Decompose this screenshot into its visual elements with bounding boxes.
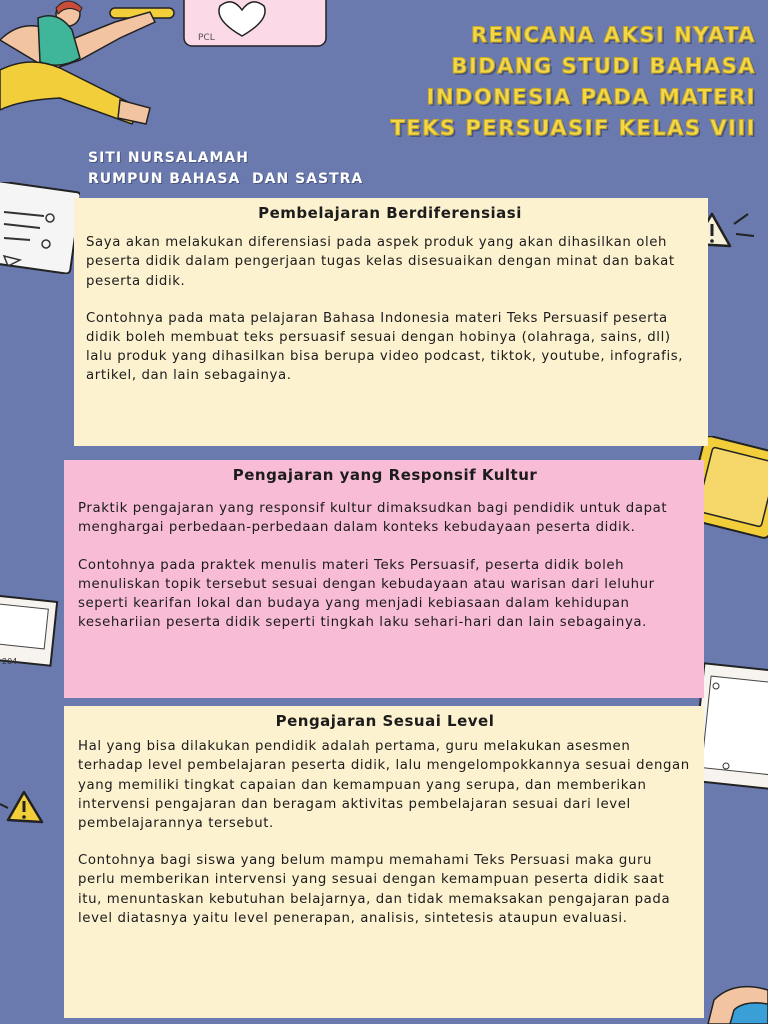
title-line: BIDANG STUDI BAHASA (451, 54, 756, 78)
title-line: TEKS PERSUASIF KELAS VIII (390, 116, 756, 140)
photo-frame (0, 590, 64, 676)
author-block (88, 148, 363, 190)
section-heading: Pengajaran yang Responsif Kultur (232, 466, 538, 484)
warning-sign (0, 784, 64, 828)
section-heading: Pembelajaran Berdiferensiasi (258, 204, 522, 222)
person-illustration (0, 0, 180, 130)
section-heading: Pengajaran Sesuai Level (275, 712, 495, 730)
title-line: INDONESIA PADA MATERI (426, 85, 756, 109)
poster-title (256, 20, 756, 144)
svg-text:204: 204 (2, 657, 18, 666)
section-culturally-responsive-teaching (64, 460, 704, 698)
section-differentiated-learning (74, 198, 708, 446)
section-paragraph: Praktik pengajaran yang responsif kultur dimaksudkan bagi pendidik untuk dapat menghargai perbedaan-perbedaan dalam konteks kebudayaan peserta didik. (78, 501, 668, 536)
title-line: RENCANA AKSI NYATA (470, 23, 756, 47)
author-group: RUMPUN BAHASA DAN SASTRA (88, 171, 364, 187)
svg-text:PCL: PCL (198, 33, 215, 43)
chat-window (0, 182, 80, 274)
person-illustration (704, 960, 768, 1024)
author-name: SITI NURSALAMAH (88, 150, 249, 166)
section-paragraph: Hal yang bisa dilakukan pendidik adalah pertama, guru melakukan asesmen terhadap level pembelajaran peserta didik, lalu mengelompokkannya sesuai dengan yang memiliki tingkat capaian dan kemampuan yang serupa, dan memberikan intervensi pengajaran dan beragam aktivitas pembelajaran sesuai dari level pembelajarannya tersebut. (78, 739, 690, 832)
section-paragraph: Contohnya pada praktek menulis materi Teks Persuasif, peserta didik boleh menuliskan topik tersebut sesuai dengan kebudayaan atau warisan dari leluhur seperti kearifan lokal dan budaya yang menjadi kebiasaan dalam kehidupan kesehariian peserta didik seperti tingkah laku sehari-hari dan lain sebagainya. (78, 557, 655, 631)
section-paragraph: Saya akan melakukan diferensiasi pada aspek produk yang akan dihasilkan oleh peserta didik dalam pengerjaan tugas kelas disesuaikan dengan minat dan bakat peserta didik. (86, 235, 675, 289)
section-paragraph: Contohnya bagi siswa yang belum mampu memahami Teks Persuasi maka guru perlu memberikan intervensi yang sesuai dengan kemampuan peserta didik saat itu, menuntaskan kebutuhan belajarnya, dan tidak memaksakan pengajaran pada level diatasnya yaitu level penerapan, analisis, sintetesis ataupun evaluasi. (78, 853, 671, 926)
section-teaching-at-right-level (64, 706, 704, 1018)
section-paragraph: Contohnya pada mata pelajaran Bahasa Indonesia materi Teks Persuasif peserta didik boleh membuat teks persuasif sesuai dengan hobinya (olahraga, sains, dll) lalu produk yang dihasilkan bisa berupa video podcast, tiktok, youtube, infografis, artikel, dan lain sebagainya. (86, 310, 684, 384)
